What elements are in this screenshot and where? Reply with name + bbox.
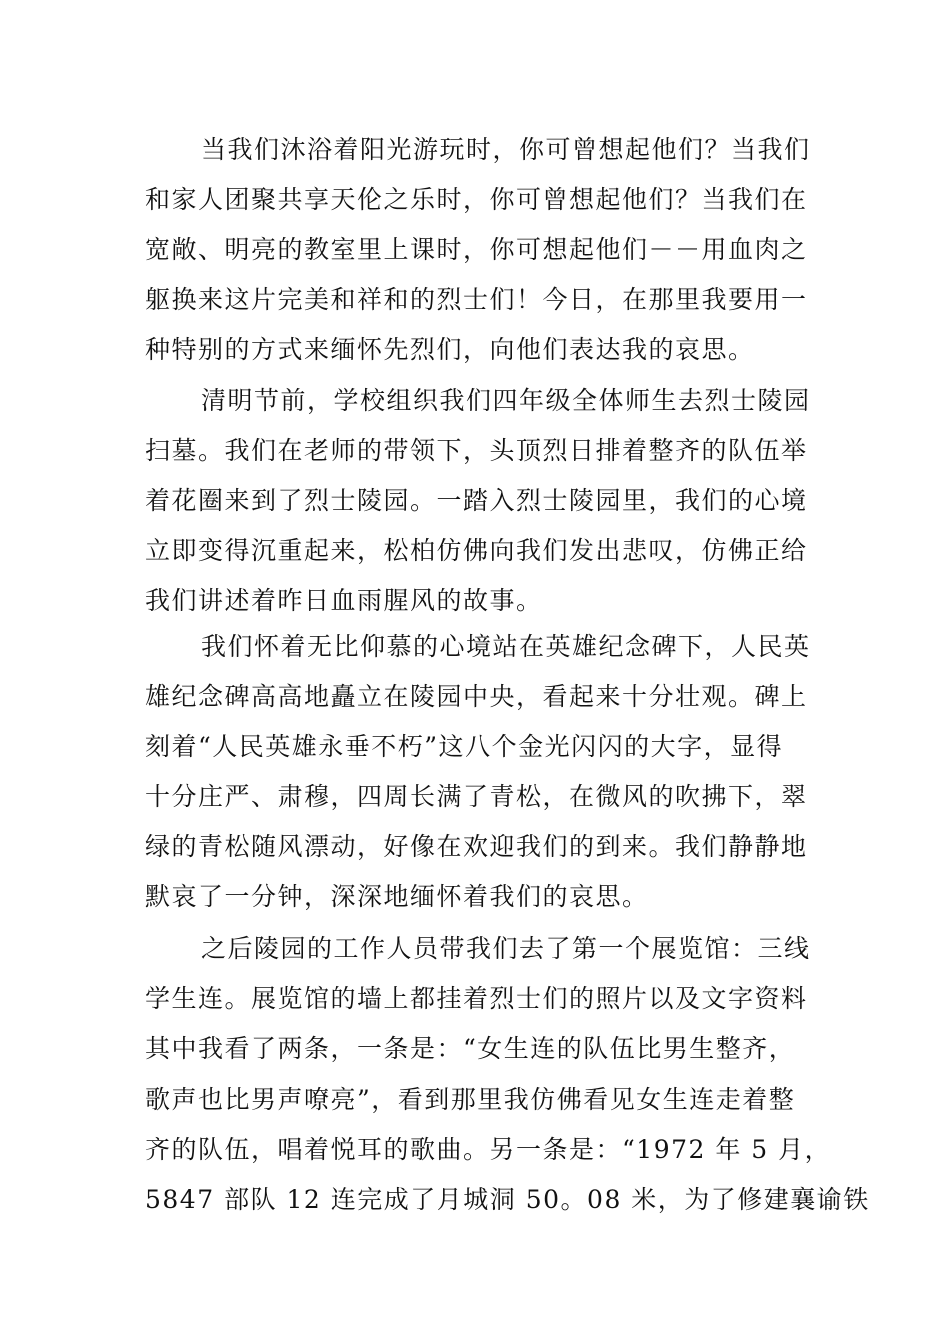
paragraph-2-line-2: 扫墓。我们在老师的带领下，头顶烈日排着整齐的队伍举 <box>145 436 808 465</box>
paragraph-1-line-1: 当我们沐浴着阳光游玩时，你可曾想起他们？当我们 <box>201 135 811 164</box>
paragraph-1-line-5: 种特别的方式来缅怀先烈们，向他们表达我的哀思。 <box>145 335 755 364</box>
paragraph-3-line-1: 我们怀着无比仰慕的心境站在英雄纪念碑下，人民英 <box>201 632 811 661</box>
paragraph-2-line-1: 清明节前，学校组织我们四年级全体师生去烈士陵园 <box>201 386 811 415</box>
paragraph-3-line-2: 雄纪念碑高高地矗立在陵园中央，看起来十分壮观。碑上 <box>145 682 808 711</box>
paragraph-3-line-5: 绿的青松随风漂动，好像在欢迎我们的到来。我们静静地 <box>145 832 808 861</box>
paragraph-3-line-3: 刻着“人民英雄永垂不朽”这八个金光闪闪的大字，显得 <box>145 732 784 761</box>
paragraph-3-line-6: 默哀了一分钟，深深地缅怀着我们的哀思。 <box>145 882 649 911</box>
paragraph-2-line-5: 我们讲述着昨日血雨腥风的故事。 <box>145 586 543 615</box>
paragraph-4-line-3: 其中我看了两条，一条是：“女生连的队伍比男生整齐， <box>145 1034 796 1063</box>
paragraph-4-line-2: 学生连。展览馆的墙上都挂着烈士们的照片以及文字资料 <box>145 984 808 1013</box>
paragraph-4-line-6: 5847 部队 12 连完成了月城洞 50。08 米，为了修建襄谕铁 <box>145 1185 870 1214</box>
paragraph-1-line-4: 躯换来这片完美和祥和的烈士们！今日，在那里我要用一 <box>145 285 808 314</box>
paragraph-4-line-4: 歌声也比男声嘹亮”，看到那里我仿佛看见女生连走着整 <box>145 1085 796 1114</box>
paragraph-1-line-2: 和家人团聚共享天伦之乐时，你可曾想起他们？当我们在 <box>145 185 808 214</box>
paragraph-3-line-4: 十分庄严、肃穆，四周长满了青松，在微风的吹拂下，翠 <box>145 782 808 811</box>
paragraph-4-line-1: 之后陵园的工作人员带我们去了第一个展览馆：三线 <box>201 934 811 963</box>
paragraph-2-line-3: 着花圈来到了烈士陵园。一踏入烈士陵园里，我们的心境 <box>145 486 808 515</box>
paragraph-4-line-5: 齐的队伍，唱着悦耳的歌曲。另一条是：“1972 年 5 月， <box>145 1135 832 1164</box>
paragraph-1-line-3: 宽敞、明亮的教室里上课时，你可想起他们－－用血肉之 <box>145 235 808 264</box>
paragraph-2-line-4: 立即变得沉重起来，松柏仿佛向我们发出悲叹，仿佛正给 <box>145 536 808 565</box>
